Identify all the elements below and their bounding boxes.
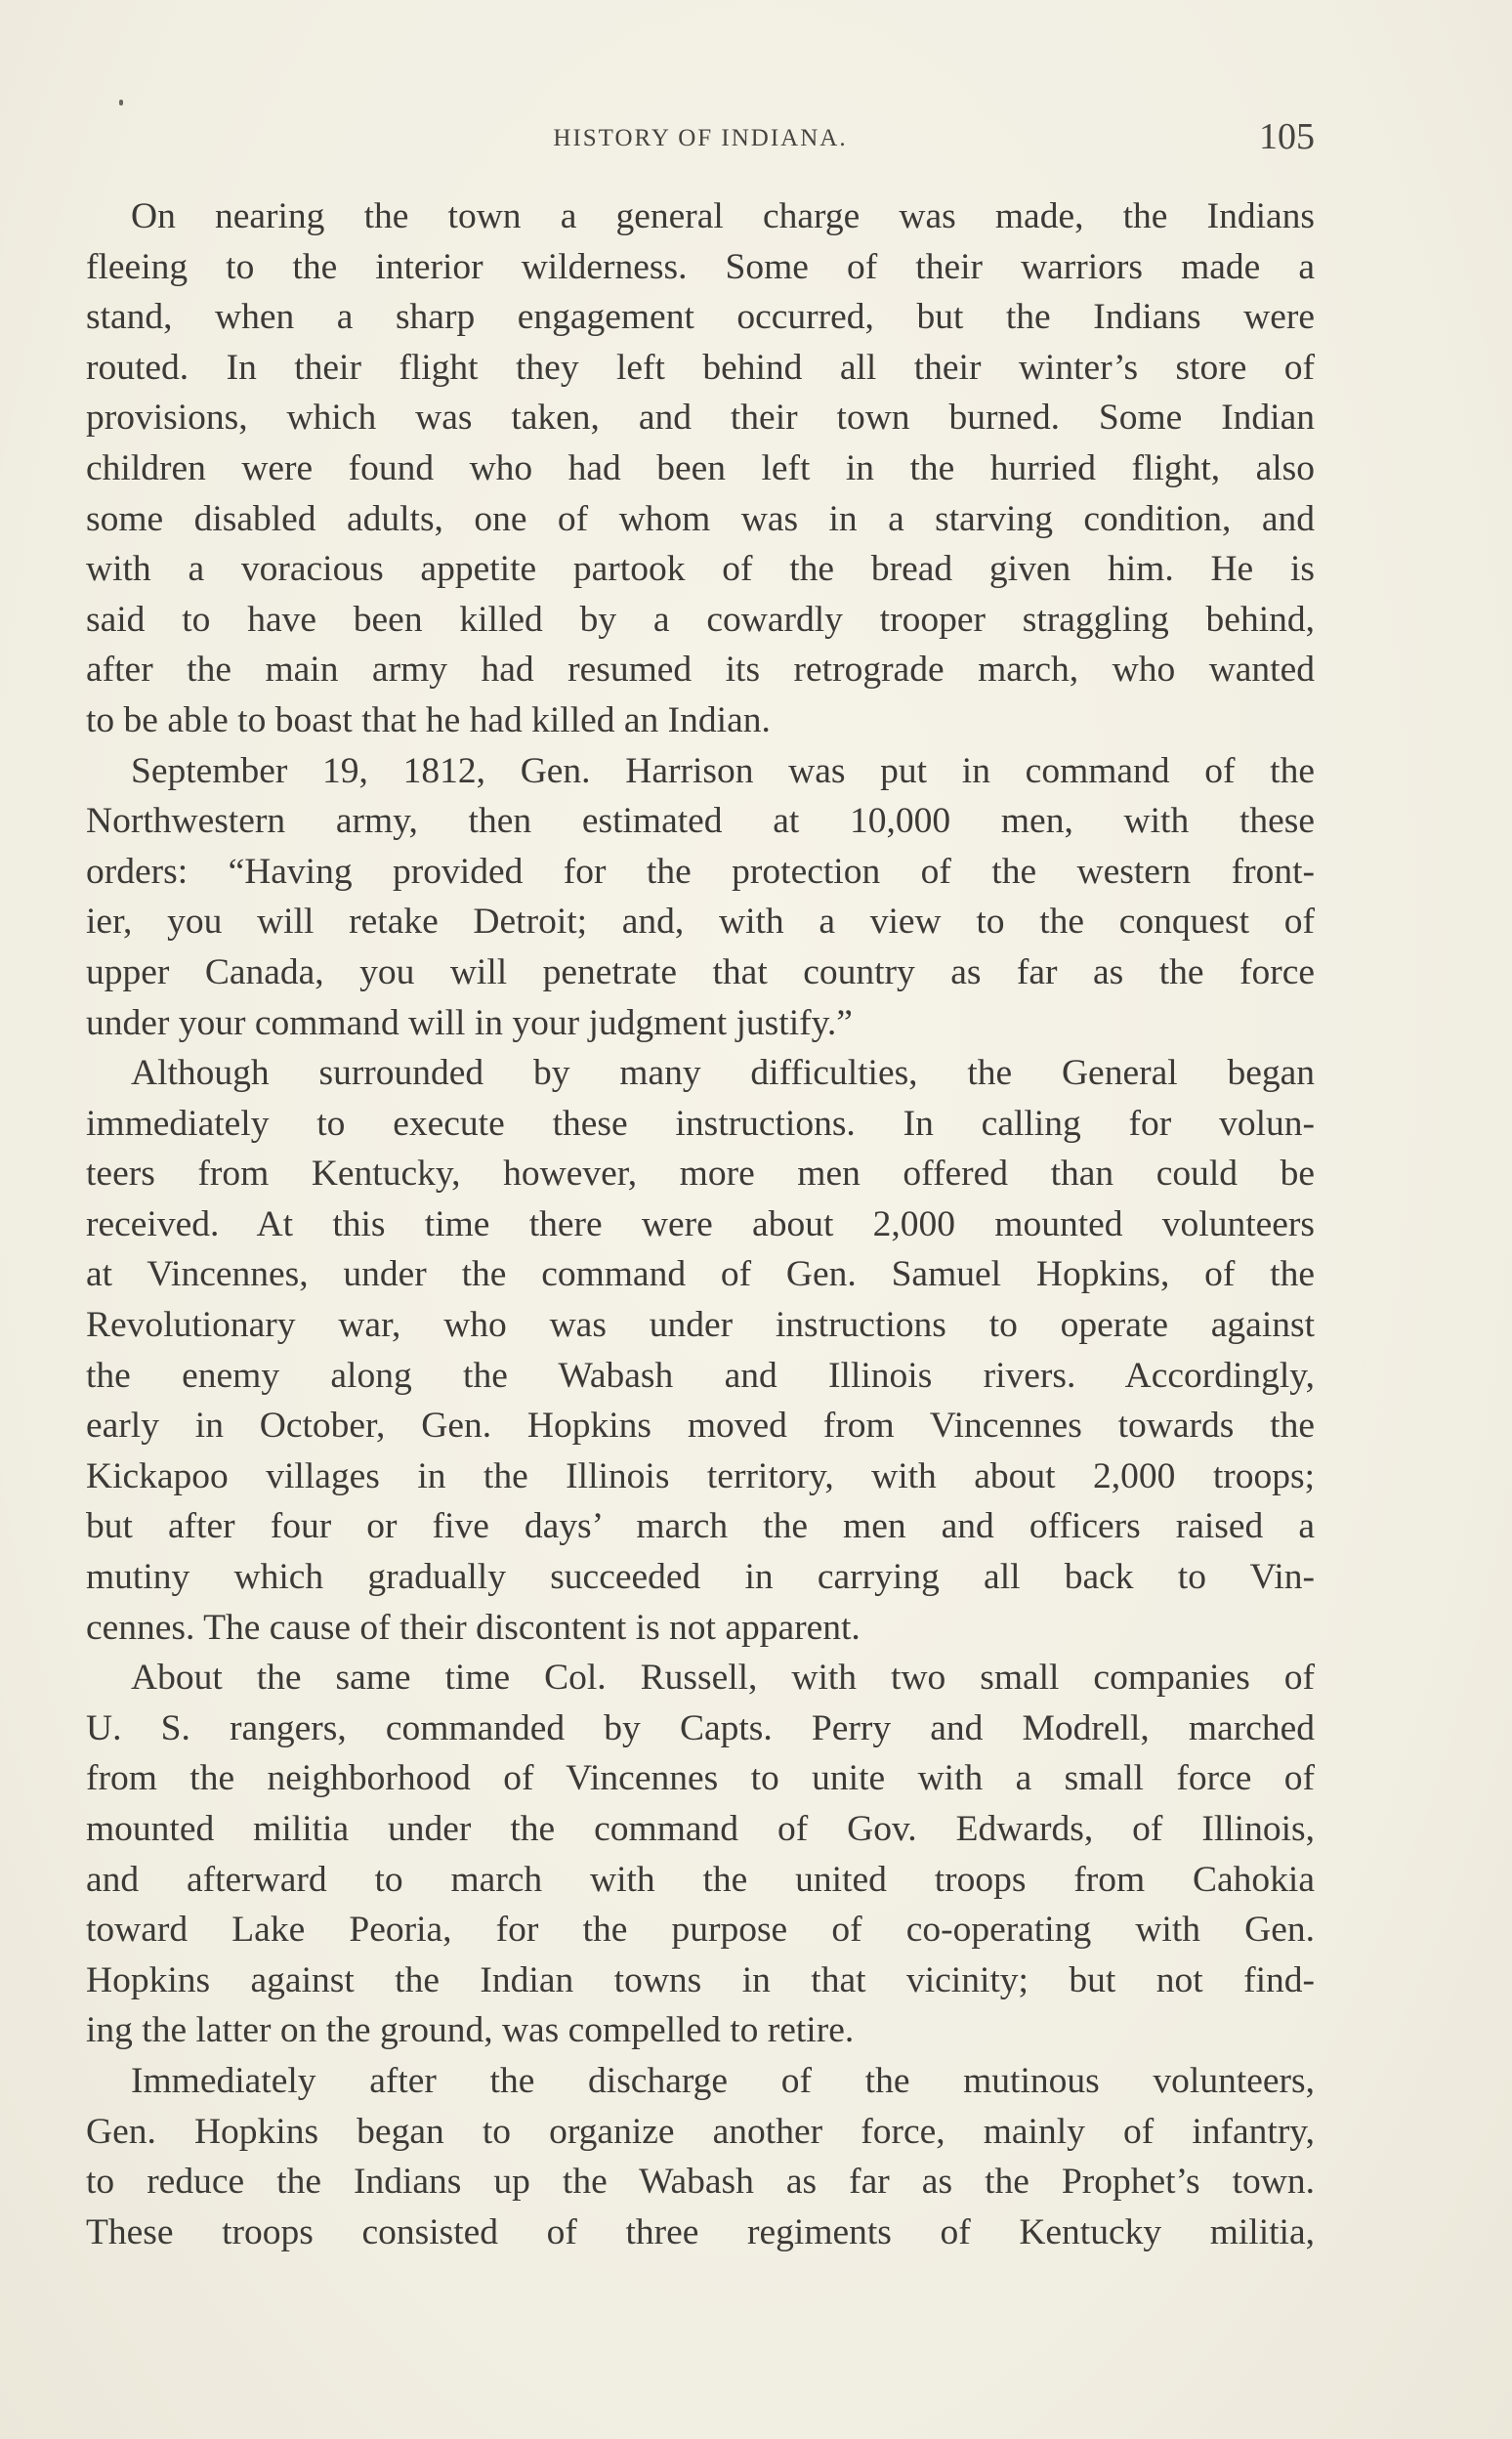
text-line: Although surrounded by many difficulties, the General began bbox=[131, 1053, 1315, 1094]
paragraph bbox=[86, 1048, 1315, 1653]
text-line: children were found who had been left in the hurried flight, also bbox=[86, 447, 1315, 488]
page-number: 105 bbox=[1259, 116, 1315, 157]
text-line: after the main army had resumed its retrograde march, who wanted bbox=[86, 650, 1315, 691]
text-line: and afterward to march with the united troops from Cahokia bbox=[86, 1859, 1315, 1900]
paragraph bbox=[86, 746, 1315, 1049]
text-line: from the neighborhood of Vincennes to unite with a small force of bbox=[86, 1758, 1315, 1799]
text-line: Revolutionary war, who was under instructions to operate against bbox=[86, 1305, 1315, 1346]
paragraph bbox=[86, 2056, 1315, 2257]
text-line: said to have been killed by a cowardly trooper straggling behind, bbox=[86, 599, 1315, 640]
text-line: Gen. Hopkins began to organize another force, mainly of infantry, bbox=[86, 2111, 1315, 2152]
text-line: Northwestern army, then estimated at 10,000 men, with these bbox=[86, 801, 1315, 842]
text-line: orders: “Having provided for the protection of the western front- bbox=[86, 851, 1315, 892]
text-line: Kickapoo villages in the Illinois territory, with about 2,000 troops; bbox=[86, 1455, 1315, 1496]
text-line: under your command will in your judgment justify.” bbox=[86, 1002, 853, 1043]
text-line: upper Canada, you will penetrate that country as far as the force bbox=[86, 951, 1315, 992]
paragraph bbox=[86, 191, 1315, 746]
text-line: fleeing to the interior wilderness. Some of their warriors made a bbox=[86, 246, 1315, 287]
text-line: immediately to execute these instructions. In calling for volun- bbox=[86, 1103, 1315, 1144]
text-line: early in October, Gen. Hopkins moved from Vincennes towards the bbox=[86, 1406, 1315, 1447]
text-line: On nearing the town a general charge was made, the Indians bbox=[131, 196, 1315, 236]
text-line: but after four or five days’ march the men and officers raised a bbox=[86, 1506, 1315, 1547]
paragraph bbox=[86, 1653, 1315, 2056]
text-line: These troops consisted of three regiments of Kentucky militia, bbox=[86, 2211, 1315, 2252]
text-line: to be able to boast that he had killed an Indian. bbox=[86, 699, 771, 740]
text-line: provisions, which was taken, and their town burned. Some Indian bbox=[86, 398, 1315, 439]
text-line: stand, when a sharp engagement occurred, but the Indians were bbox=[86, 297, 1315, 338]
running-title: HISTORY OF INDIANA. bbox=[553, 125, 848, 151]
text-line: the enemy along the Wabash and Illinois rivers. Accordingly, bbox=[86, 1355, 1315, 1396]
text-line: at Vincennes, under the command of Gen. Samuel Hopkins, of the bbox=[86, 1254, 1315, 1295]
text-line: received. At this time there were about 2,000 mounted volunteers bbox=[86, 1203, 1315, 1244]
text-line: cennes. The cause of their discontent is not apparent. bbox=[86, 1607, 861, 1648]
text-line: with a voracious appetite partook of the bread given him. He is bbox=[86, 549, 1315, 590]
text-line: teers from Kentucky, however, more men offered than could be bbox=[86, 1154, 1315, 1195]
scan-speck bbox=[119, 100, 123, 105]
text-line: Immediately after the discharge of the mutinous volunteers, bbox=[131, 2060, 1315, 2101]
text-line: ier, you will retake Detroit; and, with a view to the conquest of bbox=[86, 902, 1315, 943]
text-line: Hopkins against the Indian towns in that vicinity; but not find- bbox=[86, 1959, 1315, 2000]
text-line: mounted militia under the command of Gov. Edwards, of Illinois, bbox=[86, 1809, 1315, 1849]
text-line: U. S. rangers, commanded by Capts. Perry and Modrell, marched bbox=[86, 1707, 1315, 1748]
text-line: to reduce the Indians up the Wabash as far as the Prophet’s town. bbox=[86, 2162, 1315, 2203]
text-line: mutiny which gradually succeeded in carrying all back to Vin- bbox=[86, 1557, 1315, 1598]
text-line: toward Lake Peoria, for the purpose of co-operating with Gen. bbox=[86, 1910, 1315, 1951]
text-line: ing the latter on the ground, was compelled to retire. bbox=[86, 2010, 855, 2051]
text-line: September 19, 1812, Gen. Harrison was put in command of the bbox=[131, 750, 1315, 791]
body-text bbox=[86, 191, 1315, 2257]
text-line: routed. In their flight they left behind all their winter’s store of bbox=[86, 347, 1315, 388]
running-head bbox=[86, 115, 1315, 158]
text-line: About the same time Col. Russell, with two small companies of bbox=[131, 1658, 1315, 1699]
text-line: some disabled adults, one of whom was in a starving condition, and bbox=[86, 498, 1315, 539]
